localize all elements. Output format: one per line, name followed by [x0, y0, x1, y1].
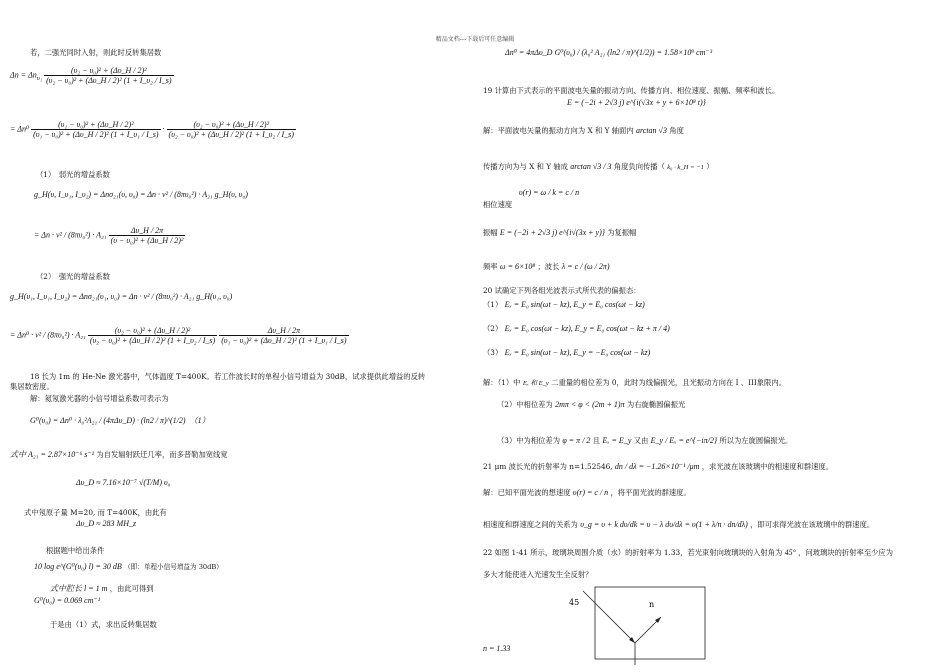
- equation-dn-expanded: = Δn⁰ $\frac{\text{(υ₁ − υ₀)² + (Δυ\_H / 2)²}}{\text{(υ₁ − υ₀)² + (Δυ\_H / 2)² (1 + I\_υ₁ / I\_s)}}$ · $\frac{\text{(υ₂ − υ₀)² + (Δυ\_H / 2)²}}{\text{(υ₂ − υ₀)² + (Δυ\_H / 2)² (1 + I\_υ₂ / I\_s)}}$: [10, 120, 294, 139]
- angle-label: 45: [569, 598, 580, 607]
- case-label: （1）: [483, 300, 503, 309]
- solution-text: 所以为左旋圆偏振光。: [719, 436, 793, 445]
- fraction-numerator: Δυ_H / 2π: [109, 226, 186, 236]
- problem-text: ，问玻璃块的折射率至少应为: [798, 548, 894, 557]
- equation-lhs: = Δn⁰: [10, 124, 30, 134]
- amplitude-line: [483, 228, 636, 237]
- equation-doppler-width: Δυ_D ≈ 7.16×10⁻⁷ √(T/M) υ₀: [76, 478, 171, 487]
- a21-description: 为自发辐射跃迁几率，而多普勒加宽线宽: [96, 450, 228, 459]
- dispersion-value: dn / dλ = −1.26×10⁻¹ /μm: [614, 462, 700, 471]
- cavity-length-line: [50, 584, 154, 593]
- intro-text: 若，二强光同时入射，则此时反转集居数: [30, 48, 162, 57]
- solution-text: 角度: [669, 126, 684, 135]
- neon-mass-text: 式中氖原子量 M=20, 而 T=400K，由此有: [24, 508, 167, 517]
- fraction: [219, 326, 348, 345]
- amplitude-label: 振幅: [483, 228, 498, 237]
- solution-text: 又由: [633, 436, 649, 445]
- solution-text: 解：已知平面光波的想速度: [483, 488, 571, 497]
- case-equation: Eₓ = E₀ sin(ωt − kz), E_y = −E₀ cos(ωt − kz): [504, 348, 651, 357]
- phase-range: 2mπ < φ < (2m + 1)π: [555, 400, 625, 409]
- case-label: （3）: [483, 348, 503, 357]
- equation-weak-gain-expanded: [34, 226, 185, 245]
- arctan-expression: arctan √3: [635, 126, 667, 135]
- amplitude-equation: E = (−2i + 2√3 j) e^{i√(3x + y)}: [499, 228, 605, 237]
- problem-21: [483, 462, 833, 471]
- fraction-denominator: (υ₂ − υ₀)² + (Δυ_H / 2)² (1 + I_υ₂ / I_s): [89, 336, 216, 345]
- equation-doppler-value: Δυ_D ≈ 283 MH_z: [76, 519, 137, 528]
- equation-weak-gain: g_H(υ, I_υ₁, I_υ₂) = Δnσ₂₁(υ, υ₀) = Δn · v² / (8πυ₀²) · A₂₁ g_H(υ, υ₀): [34, 190, 248, 199]
- fraction: [31, 120, 160, 139]
- fraction-denominator: (υ₂ − υ₀)² + (Δυ_H / 2)² (1 + I_υ₂ / I_s): [46, 76, 172, 85]
- problem-18: 18 长为 1m 的 He-Ne 激光器中，气体温度 T=400K。若工作波长时的单程小信号增益为 30dB，试求提供此增益的反转: [30, 372, 426, 381]
- problem-text: 22 如图 1-41 所示，玻璃块周围介质（水）的折射率为 1.33，若光束射向玻璃块的入射角为: [483, 548, 783, 557]
- solution-20-2: [497, 400, 685, 409]
- problem-text: ，求光波在该玻璃中的相速度和群速度。: [701, 462, 834, 471]
- fraction-numerator: (υ₂ − υ₀)² + (Δυ_H / 2)²: [167, 120, 296, 130]
- section-weak-light: （1） 弱光的增益系数: [36, 170, 110, 179]
- solution-text: 角度负向传播（: [613, 162, 665, 171]
- solution-text: （3）中为相位差为: [497, 436, 561, 445]
- cavity-length-text: ，由此可得到: [109, 584, 154, 593]
- equation-strong-gain: g_H(υ₁, I_υ₁, I_υ₂) = Δnσ₂₁(υ₁, υ₀) = Δn · v² / (8πυ₀²) · A₂₁ g_H(υ₁, υ₀): [10, 292, 233, 301]
- fraction-numerator: (υ₁ − υ₀)² + (Δυ_H / 2)²: [31, 120, 160, 130]
- case-equation: Eₓ = E₀ cos(ωt − kz), E_y = E₀ cos(ωt − kz + π / 4): [504, 324, 670, 333]
- problem-20-case-3: [483, 348, 650, 357]
- solution-20-3: [497, 436, 792, 445]
- wavelength-label: ；波长: [537, 262, 560, 271]
- frequency-label: 频率: [483, 262, 498, 271]
- equation-inversion-density: Δn⁰ = 4πΔυ_D G⁰(υ₀) / (λ₀² A₂₁ (ln2 / π)^(1/2)) = 1.58×10⁹ cm⁻³: [505, 48, 713, 57]
- solution-text: 且: [592, 436, 601, 445]
- case-label: （2）: [483, 324, 503, 333]
- solution-text: 传播方向为与 X 和 Y 轴成: [483, 162, 568, 171]
- solution-text: 为右旋椭圆偏振光: [626, 400, 686, 409]
- cavity-length: 式中腔长 l = 1 m: [50, 584, 108, 593]
- page-header: 精品文档---下载后可任意编辑: [435, 36, 515, 43]
- problem-20: 20 试确定下列各组光波表示式所代表的偏振态：: [483, 286, 641, 295]
- solution-text: 相速度和群速度之间的关系为: [483, 520, 578, 529]
- equation-lhs: = Δn⁰ · v² / (8πυ₀²) · A₂₁: [10, 330, 86, 340]
- problem-20-case-2: [483, 324, 670, 333]
- fraction: [88, 326, 217, 345]
- problem-18-cont: 集居数密度。: [10, 382, 54, 391]
- case-equation: Eₓ = E₀ sin(ωt − kz), E_y = E₀ cos(ωt − kz): [504, 300, 645, 309]
- problem-text: 21 μm 波长光的折射率为 n=1.52546,: [483, 462, 613, 471]
- solution-text: 解：平面波电矢量的振动方向为 X 和 Y 轴面内: [483, 126, 634, 135]
- fraction: [109, 226, 186, 245]
- problem-22: [483, 548, 893, 557]
- fraction-denominator: (υ₁ − υ₀)² + (Δυ_H / 2)² (1 + I_υ₁ / I_s): [33, 130, 159, 139]
- equation-strong-gain-expanded: [10, 326, 349, 345]
- phase-velocity-label: 相位速度: [483, 200, 513, 209]
- amplitude-equality: Eₓ = E_y: [602, 436, 632, 445]
- frequency-value: ω = 6×10⁸: [499, 262, 536, 271]
- solution-20-1: [483, 378, 786, 388]
- k-product: k₀ · k_H = −1: [667, 164, 704, 171]
- incident-ray: [583, 591, 635, 643]
- fraction-denominator: (υ − υ₀)² + (Δυ_H / 2)²: [110, 236, 184, 245]
- phase-velocity-equation: υ(r) = c / n: [572, 488, 609, 497]
- a21-value: 式中 A₂₁ = 2.87×10⁻⁶ s⁻¹: [10, 450, 94, 459]
- glass-block: [595, 587, 705, 659]
- solution-text: 解：（1）中: [483, 378, 521, 387]
- equation-gain-coefficient: G⁰(υ₀) = 0.069 cm⁻¹: [34, 596, 101, 605]
- field-components: Eₓ 和 E_y: [522, 380, 549, 387]
- equation-note: （即：单程小信号增益为 30dB）: [124, 563, 223, 571]
- equation-small-signal-gain: G⁰(υ₀) = Δn⁰ · λ₀²A₂₁ / (4πΔυ_D) · (ln2 / π)^(1/2) （1）: [30, 416, 210, 425]
- condition-text: 根据题中给出条件: [46, 546, 105, 555]
- arctan-expression: arctan √3 / 3: [570, 162, 612, 171]
- frequency-line: [483, 262, 610, 271]
- solution-18: 解：氦氖激光器的小信号增益系数可表示为: [30, 394, 169, 403]
- fraction-denominator: (υ₂ − υ₀)² + (Δυ_H / 2)² (1 + I_υ₂ / I_s): [168, 130, 294, 139]
- equation-lhs: Δn = Δn: [10, 70, 37, 80]
- fraction-numerator: Δυ_H / 2π: [219, 326, 348, 336]
- problem-22-cont: 多大才能使进入光速发生全反射？: [483, 570, 593, 579]
- solution-text: ，即可求得光波在该玻璃中的群速度。: [750, 520, 875, 529]
- amplitude-text: 为复振幅: [607, 228, 637, 237]
- fraction-numerator: (υ₂ − υ₀)² + (Δυ_H / 2)²: [88, 326, 217, 336]
- solution-19-propagation: [483, 162, 714, 172]
- problem-20-case-1: [483, 300, 645, 309]
- fraction: [167, 120, 296, 139]
- section-strong-light: （2） 强光的增益系数: [36, 272, 110, 281]
- equation-plane-wave: E = (−2i + 2√3 j) e^{i(√3x + y + 6×10⁸ t)}: [567, 98, 706, 107]
- water-index-label: n = 1.33: [483, 644, 511, 653]
- incidence-angle: 45°: [784, 548, 796, 557]
- a21-line: [10, 450, 228, 459]
- glass-block-figure: [563, 585, 713, 672]
- equation-lhs: = Δn · v² / (8πυ₀²) · A₂₁: [34, 230, 107, 240]
- solution-21-relation: [483, 520, 874, 529]
- fraction-numerator: (υ₂ − υ₀)² + (Δυ_H / 2)²: [44, 66, 173, 76]
- solution-text: （2）中相位差为: [497, 400, 553, 409]
- fraction: [44, 66, 173, 85]
- solution-text: ）: [706, 162, 714, 171]
- group-velocity-equation: υ_g = υ + k dυ/dk = υ − λ dυ/dλ = υ(1 + λ/n · dn/dλ): [580, 520, 748, 529]
- equation-gain-db: 10 log e^(G⁰(υ₀) l) = 30 dB: [34, 562, 122, 571]
- equation-dn: $\Delta n = \Delta n_{\upsilon_1}$ $\frac{\text{(υ₂ − υ₀)² + (Δυ\_H / 2)²}}{\text{(υ₂ − υ₀)² + (Δυ\_H / 2)² (1 + I\_υ₂ / I\_s)}}$: [10, 66, 172, 85]
- ratio-equation: E_y / Eₓ = e^{−iπ/2}: [650, 436, 718, 445]
- solution-text: 二重量的相位差为 0，此时为线偏振光，且光振动方向在 I 、III象限内。: [551, 378, 786, 387]
- index-label: n: [649, 600, 655, 609]
- problem-19: 19 计算由下式表示的平面波电矢量的振动方向、传播方向、相位速度、振幅、频率和波长。: [483, 86, 780, 95]
- wavelength-equation: λ = c / (ω / 2π): [561, 262, 610, 271]
- solution-21: [483, 488, 691, 497]
- conclusion-text: 于是由（1）式，求出反转集居数: [50, 620, 157, 629]
- solution-text: ，将平面光波的群速度。: [610, 488, 691, 497]
- phase-difference: φ = π / 2: [562, 436, 591, 445]
- solution-19-direction: [483, 126, 684, 135]
- equation-phase-velocity: υ(r) = ω / k = c / n: [519, 188, 580, 197]
- fraction-denominator: (υ₁ − υ₀)² + (Δυ_H / 2)² (1 + I_υ₁ / I_s): [221, 336, 347, 345]
- equation-gain-db-line: [34, 562, 223, 572]
